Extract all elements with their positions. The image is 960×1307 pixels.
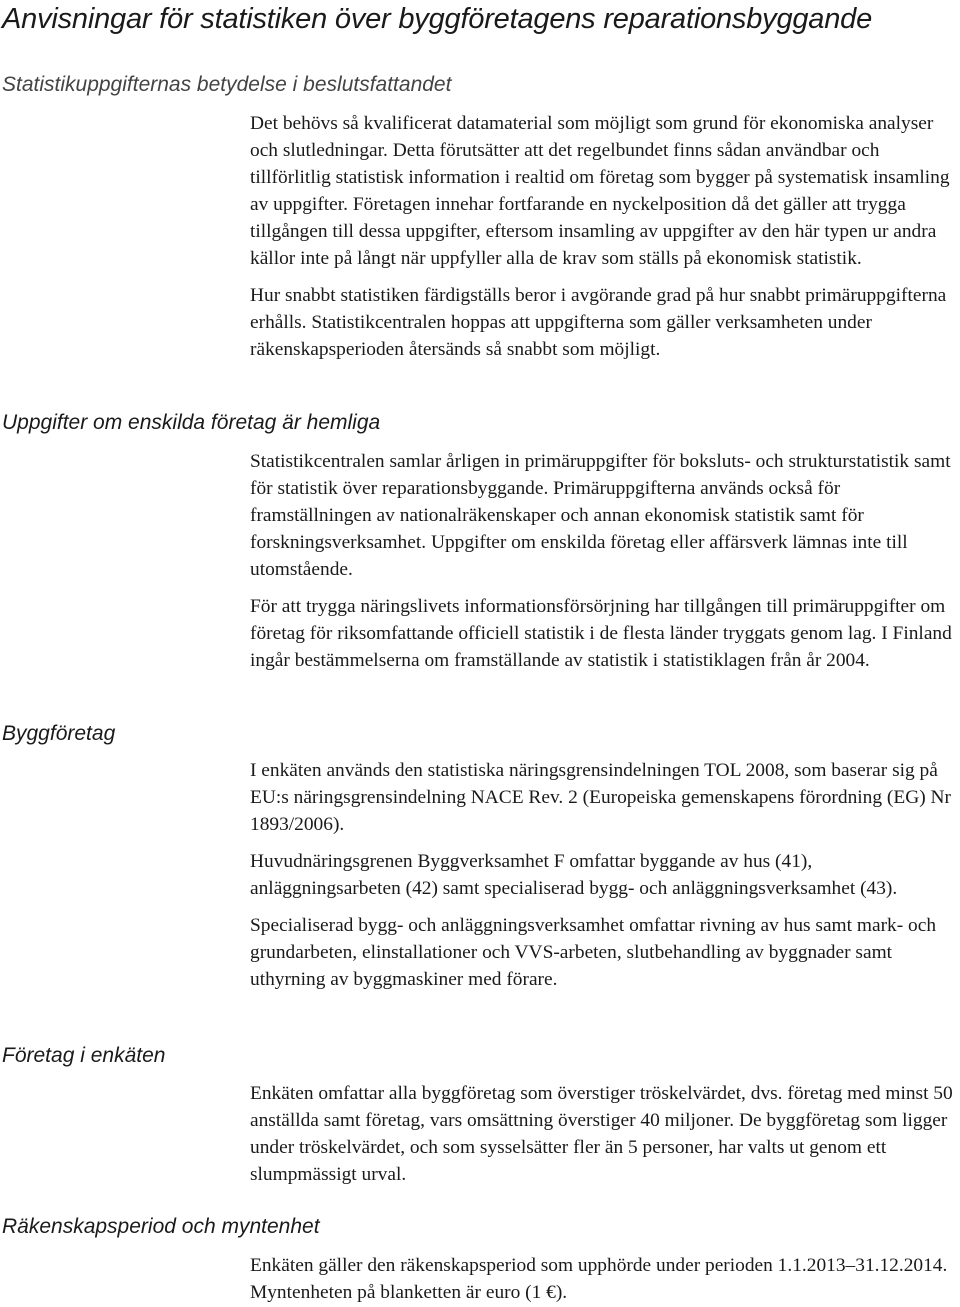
paragraph: Huvudnäringsgrenen Byggverksamhet F omfattar byggande av hus (41), anläggningsarbeten (42) samt specialiserad bygg- och anläggningsverksamhet (43). (250, 851, 898, 899)
section-body-confidentiality (250, 448, 959, 674)
paragraph: I enkäten används den statistiska näringsgrensindelningen TOL 2008, som baserar sig på EU:s näringsgrensindelning NACE Rev. 2 (Europeiska gemenskapens förordning (EG) Nr 1893/2006). (250, 760, 951, 835)
section-body-importance (250, 110, 959, 363)
paragraph: Specialiserad bygg- och anläggningsverksamhet omfattar rivning av hus samt mark- och grundarbeten, elinstallationer och VVS-arbeten, slutbehandling av byggnader samt uthyrning av byggmaskiner med förare. (250, 915, 937, 990)
section-heading-confidentiality: Uppgifter om enskilda företag är hemliga (2, 411, 381, 434)
paragraph: Enkäten gäller den räkenskapsperiod som upphörde under perioden 1.1.2013–31.12.2014. Myntenheten på blanketten är euro (1 €). (250, 1255, 948, 1303)
section-heading-importance: Statistikuppgifternas betydelse i beslutsfattandet (2, 73, 452, 96)
section-body-companies-in-survey (250, 1080, 959, 1188)
section-body-construction-companies (250, 757, 959, 993)
paragraph: Hur snabbt statistiken färdigställs beror i avgörande grad på hur snabbt primäruppgifterna erhålls. Statistikcentralen hoppas att uppgifterna som gäller verksamheten under räkenskapsperioden återsänds så snabbt som möjligt. (250, 285, 947, 360)
section-heading-companies-in-survey: Företag i enkäten (2, 1044, 166, 1067)
section-body-accounting-period (250, 1252, 959, 1306)
section-heading-accounting-period: Räkenskapsperiod och myntenhet (2, 1215, 320, 1238)
page-title: Anvisningar för statistiken över byggföretagens reparationsbyggande (2, 3, 873, 35)
paragraph: Det behövs så kvalificerat datamaterial som möjligt som grund för ekonomiska analyser och slutledningar. Detta förutsätter att det regelbundet finns sådan användbar och tillförlitlig statistisk information i realtid om företag som bygger på systematisk insamling av uppgifter. Företagen innehar fortfarande en nyckelposition då det gäller att trygga tillgången till dessa uppgifter, eftersom insamling av uppgifter av den här typen ur andra källor inte på långt när uppfyller alla de krav som ställs på ekonomisk statistik. (250, 113, 950, 269)
paragraph: Enkäten omfattar alla byggföretag som överstiger tröskelvärdet, dvs. företag med minst 50 anställda samt företag, vars omsättning överstiger 40 miljoner. De byggföretag som ligger under tröskelvärdet, och som sysselsätter fler än 5 personer, har valts ut genom ett slumpmässigt urval. (250, 1083, 953, 1185)
paragraph: Statistikcentralen samlar årligen in primäruppgifter för boksluts- och strukturstatistik samt för statistik över reparationsbyggande. Primäruppgifterna används också för framställningen av nationalräkenskaper och annan ekonomisk statistik samt för forskningsverksamhet. Uppgifter om enskilda företag eller affärsverk lämnas inte till utomstående. (250, 451, 951, 580)
section-heading-construction-companies: Byggföretag (2, 722, 116, 745)
paragraph: För att trygga näringslivets informationsförsörjning har tillgången till primäruppgifter om företag för riksomfattande officiell statistik i de flesta länder tryggats genom lag. I Finland ingår bestämmelserna om framställande av statistik i statistiklagen från år 2004. (250, 596, 952, 671)
